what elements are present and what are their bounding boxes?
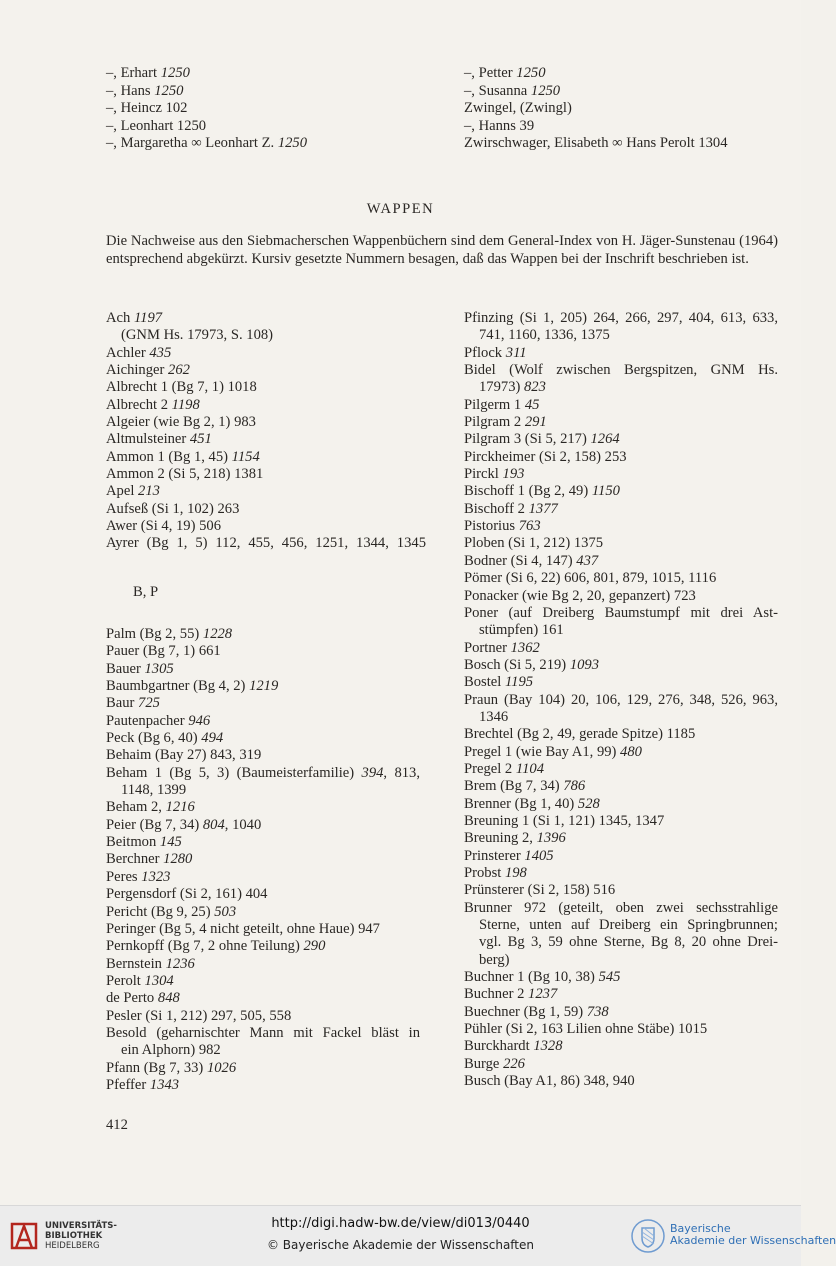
entry-text: Pühler (Si 2, 163 Lilien ohne Stäbe) 1015	[464, 1021, 708, 1038]
inscription-number-italic: 1195	[504, 674, 534, 691]
index-entry	[464, 848, 778, 865]
entry-text: Pergensdorf (Si 2, 161) 404	[106, 886, 268, 903]
entry-text: Pautenpacher	[106, 712, 189, 729]
entry-text: Pilgerm 1	[464, 396, 525, 413]
entry-text: Pilgram 3 (Si 5, 217)	[464, 431, 591, 448]
inscription-number-italic: 45	[524, 396, 540, 413]
index-entry	[106, 886, 420, 903]
index-entry	[106, 83, 307, 101]
index-entry	[106, 327, 426, 344]
entry-text: Poner (auf Dreiberg Baumstumpf mit drei Ast-	[464, 604, 778, 621]
index-entry	[106, 851, 420, 868]
entry-text: Beitmon	[106, 834, 160, 851]
inscription-number-italic: 1198	[171, 396, 200, 413]
inscription-number-italic: 290	[303, 938, 326, 955]
inscription-number-italic: 1237	[528, 986, 558, 1003]
left-column-b	[106, 626, 420, 1094]
index-entry	[464, 310, 778, 327]
entry-text: Albrecht 1 (Bg 7, 1) 1018	[106, 379, 257, 396]
entry-text: 1148, 1399	[121, 782, 187, 799]
index-entry	[106, 483, 426, 500]
entry-text: Prinsterer	[464, 847, 525, 864]
inscription-number-italic: 213	[138, 483, 160, 500]
inscription-number-italic: 1304	[144, 972, 174, 989]
index-entry	[106, 414, 426, 431]
index-entry	[106, 643, 420, 660]
index-entry	[106, 379, 426, 396]
entry-text: Pirckheimer (Si 2, 158) 253	[464, 448, 627, 465]
inscription-number-italic: 1343	[149, 1076, 180, 1093]
entry-text: –, Heincz 102	[106, 100, 188, 117]
entry-text: de Perto	[106, 990, 158, 1007]
inscription-number-italic: 193	[502, 466, 525, 483]
entry-text: Pericht (Bg 9, 25)	[106, 903, 215, 920]
entry-text: Peres	[106, 868, 142, 885]
index-entry	[106, 678, 420, 695]
index-entry	[464, 501, 778, 518]
index-entry	[106, 1077, 420, 1094]
index-entry	[464, 535, 778, 552]
inscription-number-italic: 545	[598, 969, 621, 986]
entry-text: Praun (Bay 104) 20, 106, 129, 276, 348, 526, 963,	[464, 691, 778, 708]
index-entry	[464, 379, 778, 396]
index-entry	[464, 865, 778, 882]
entry-text: Algeier (wie Bg 2, 1) 983	[106, 414, 256, 431]
entry-text: ein Alphorn) 982	[121, 1042, 221, 1059]
entry-text: berg)	[479, 951, 510, 968]
inscription-number-italic: 394	[361, 764, 384, 781]
entry-text: Buchner 2	[464, 986, 529, 1003]
inscription-number-italic: 1228	[202, 626, 233, 642]
entry-text: Pernkopff (Bg 7, 2 ohne Teilung)	[106, 938, 304, 955]
entry-text: –, Hanns 39	[464, 117, 535, 134]
index-entry	[464, 726, 778, 743]
inscription-number-italic: 1405	[524, 847, 554, 864]
entry-text: Bischoff 1 (Bg 2, 49)	[464, 483, 592, 500]
entry-text: 17973)	[479, 379, 524, 396]
entry-text: Peier (Bg 7, 34)	[106, 816, 203, 833]
academy-line-2: Akademie der Wissenschaften	[670, 1234, 836, 1247]
intro-text: Die Nachweise aus den Siebmacherschen Wappenbüchern sind dem General-Index von H. Jäger-Sunstenau (1964) entsprechend abgekürzt. Kursiv gesetzte Nummern besagen, daß das Wappen bei der Inschrift beschrieben ist.	[106, 233, 778, 268]
inscription-number-italic: 480	[620, 743, 642, 760]
index-entry	[464, 1056, 778, 1073]
entry-text: Pömer (Si 6, 22) 606, 801, 879, 1015, 1116	[464, 570, 717, 587]
entry-text: –, Leonhart 1250	[106, 117, 207, 134]
entry-text: Aichinger	[106, 362, 169, 379]
index-entry	[464, 397, 778, 414]
entry-text: Ponacker (wie Bg 2, 20, gepanzert) 723	[464, 587, 696, 604]
inscription-number-italic: 1219	[249, 678, 279, 695]
entry-text: –, Hans	[106, 82, 155, 99]
entry-text: Pauer (Bg 7, 1) 661	[106, 643, 221, 660]
index-entry	[106, 765, 420, 782]
index-entry	[106, 501, 426, 518]
inscription-number-italic: 437	[576, 552, 599, 569]
inscription-number-italic: 946	[188, 712, 211, 729]
index-entry	[464, 570, 778, 587]
entry-text: Breuning 1 (Si 1, 121) 1345, 1347	[464, 812, 665, 829]
index-entry	[464, 1073, 778, 1090]
index-entry	[464, 83, 728, 101]
inscription-number-italic: 311	[505, 344, 527, 361]
index-entry	[464, 882, 778, 899]
inscription-number-italic: 786	[563, 778, 586, 795]
academy-name	[670, 1223, 836, 1247]
entry-text: Ach	[106, 310, 134, 326]
entry-text: (GNM Hs. 17973, S. 108)	[121, 327, 274, 344]
inscription-number-italic: 1236	[165, 955, 195, 972]
index-entry	[106, 869, 420, 886]
entry-text: Ayrer (Bg 1, 5) 112, 455, 456, 1251, 1344, 1345	[106, 535, 426, 552]
inscription-number-italic: 1250	[154, 82, 184, 99]
left-column-a	[106, 310, 426, 553]
index-entry	[106, 799, 420, 816]
entry-text: Perolt	[106, 972, 145, 989]
entry-text: Bidel (Wolf zwischen Bergspitzen, GNM Hs.	[464, 362, 778, 379]
entry-text: Bostel	[464, 674, 505, 691]
index-entry	[464, 327, 778, 344]
index-entry	[106, 1025, 420, 1042]
inscription-number-italic: 198	[504, 865, 527, 881]
index-entry	[106, 990, 420, 1007]
entry-text: Pfeffer	[106, 1076, 150, 1093]
index-entry	[106, 817, 420, 834]
index-entry	[464, 986, 778, 1003]
index-entry	[464, 761, 778, 778]
index-entry	[464, 952, 778, 969]
index-entry	[464, 518, 778, 535]
index-entry	[106, 782, 420, 799]
inscription-number-italic: 1250	[277, 135, 308, 152]
entry-text: Pirckl	[464, 466, 503, 483]
index-entry	[464, 813, 778, 830]
index-entry	[464, 362, 778, 379]
page-number: 412	[106, 1117, 128, 1133]
index-entry	[464, 778, 778, 795]
entry-text: Pistorius	[464, 518, 519, 535]
entry-text: –, Susanna	[464, 82, 531, 99]
entry-text: Brechtel (Bg 2, 49, gerade Spitze) 1185	[464, 726, 696, 743]
index-entry	[464, 135, 728, 153]
inscription-number-italic: 291	[524, 414, 547, 431]
source-url-link[interactable]: http://digi.hadw-bw.de/view/di013/0440	[271, 1216, 530, 1231]
library-line-2: BIBLIOTHEK	[45, 1231, 103, 1241]
entry-text: Zwingel, (Zwingl)	[464, 100, 572, 117]
inscription-number-italic: 738	[586, 1003, 609, 1020]
entry-text: Bernstein	[106, 955, 166, 972]
copyright-notice: © Bayerische Akademie der Wissenschaften	[266, 1238, 535, 1252]
index-entry	[106, 310, 426, 327]
entry-text: Altmulsteiner	[106, 431, 190, 448]
index-entry	[106, 535, 426, 552]
index-entry	[106, 362, 426, 379]
subheading: B, P	[133, 584, 159, 600]
inscription-number-italic: 528	[577, 795, 600, 812]
entry-text: Burge	[464, 1055, 504, 1072]
index-entry	[464, 622, 778, 639]
index-entry	[464, 744, 778, 761]
entry-text: , 813,	[383, 764, 421, 781]
entry-text: Bosch (Si 5, 219)	[464, 656, 570, 673]
inscription-number-italic: 1362	[510, 639, 540, 656]
index-entry	[464, 553, 778, 570]
inscription-number-italic: 1026	[206, 1059, 237, 1076]
entry-text: Pesler (Si 1, 212) 297, 505, 558	[106, 1007, 292, 1024]
inscription-number-italic: 848	[157, 990, 180, 1007]
academy-line-1: Bayerische	[670, 1222, 731, 1235]
index-entry	[106, 747, 420, 764]
index-entry	[464, 640, 778, 657]
entry-text: Baur	[106, 695, 139, 712]
index-entry	[106, 431, 426, 448]
inscription-number-italic: 1154	[231, 448, 260, 465]
index-entry	[464, 345, 778, 362]
index-entry	[464, 1038, 778, 1055]
entry-text: –, Petter	[464, 65, 517, 81]
index-entry	[106, 1008, 420, 1025]
entry-text: Buechner (Bg 1, 59)	[464, 1003, 587, 1020]
index-entry	[106, 973, 420, 990]
entry-text: Beham 2,	[106, 799, 166, 816]
entry-text: vgl. Bg 3, 59 ohne Sterne, Bg 8, 20 ohne Drei-	[479, 934, 778, 951]
index-entry	[464, 466, 778, 483]
index-entry	[464, 483, 778, 500]
entry-text: Pfann (Bg 7, 33)	[106, 1059, 207, 1076]
entry-text: 741, 1160, 1336, 1375	[479, 327, 610, 344]
entry-text: Busch (Bay A1, 86) 348, 940	[464, 1073, 635, 1090]
index-entry	[464, 674, 778, 691]
index-entry	[106, 466, 426, 483]
index-entry	[464, 657, 778, 674]
entry-text: –, Erhart	[106, 65, 161, 81]
index-entry	[106, 904, 420, 921]
index-entry	[464, 709, 778, 726]
inscription-number-italic: 823	[524, 379, 546, 396]
index-entry	[464, 692, 778, 709]
entry-text: Bischoff 2	[464, 500, 529, 517]
index-entry	[464, 1004, 778, 1021]
index-entry	[464, 917, 778, 934]
entry-text: Breuning 2,	[464, 830, 537, 847]
inscription-number-italic: 1396	[536, 830, 566, 847]
entry-text: Bodner (Si 4, 147)	[464, 552, 577, 569]
entry-text: Peringer (Bg 5, 4 nicht geteilt, ohne Haue) 947	[106, 920, 380, 937]
top-left-entries	[106, 65, 307, 153]
inscription-number-italic: 145	[159, 834, 182, 851]
entry-text: 1346	[479, 708, 509, 725]
entry-text: Besold (geharnischter Mann mit Fackel bläst in	[106, 1024, 420, 1041]
inscription-number-italic: 1250	[160, 65, 190, 81]
index-entry	[464, 449, 778, 466]
inscription-number-italic: 1250	[516, 65, 546, 81]
index-entry	[464, 588, 778, 605]
inscription-number-italic: 1305	[144, 660, 174, 677]
section-heading: WAPPEN	[366, 201, 435, 217]
entry-text: Probst	[464, 865, 505, 881]
entry-text: Peck (Bg 6, 40)	[106, 730, 202, 747]
entry-text: Sterne, unten auf Dreiberg ein Springbrunnen;	[479, 917, 778, 934]
inscription-number-italic: 1280	[163, 851, 193, 868]
entry-text: Ploben (Si 1, 212) 1375	[464, 535, 604, 552]
index-entry	[106, 135, 307, 153]
index-entry	[464, 934, 778, 951]
entry-text: Awer (Si 4, 19) 506	[106, 518, 221, 535]
entry-text: Ammon 1 (Bg 1, 45)	[106, 448, 232, 465]
entry-text: Albrecht 2	[106, 396, 172, 413]
index-entry	[464, 65, 728, 83]
index-entry	[464, 118, 728, 136]
index-entry	[106, 65, 307, 83]
index-entry	[464, 414, 778, 431]
inscription-number-italic: 725	[138, 695, 160, 712]
inscription-number-italic: 1150	[591, 483, 620, 500]
entry-text: Burckhardt	[464, 1038, 534, 1055]
inscription-number-italic: 1216	[165, 799, 195, 816]
index-entry	[106, 626, 420, 643]
index-entry	[464, 100, 728, 118]
inscription-number-italic: 763	[518, 518, 541, 535]
entry-text: Apel	[106, 483, 139, 500]
index-entry	[464, 830, 778, 847]
library-line-3: HEIDELBERG	[45, 1241, 100, 1251]
entry-text: Pilgram 2	[464, 414, 525, 431]
entry-text: Pregel 1 (wie Bay A1, 99)	[464, 743, 621, 760]
inscription-number-italic: 1104	[515, 760, 544, 777]
inscription-number-italic: 1264	[590, 431, 620, 448]
index-entry	[106, 695, 420, 712]
inscription-number-italic: 1093	[569, 656, 599, 673]
index-entry	[464, 431, 778, 448]
inscription-number-italic: 1323	[141, 868, 171, 885]
entry-text: Pfinzing (Si 1, 205) 264, 266, 297, 404, 613, 633,	[464, 310, 778, 326]
entry-text: Ammon 2 (Si 5, 218) 1381	[106, 466, 264, 483]
index-entry	[106, 100, 307, 118]
entry-text: Berchner	[106, 851, 164, 868]
inscription-number-italic: 435	[149, 344, 172, 361]
entry-text: Portner	[464, 639, 511, 656]
entry-text: Pflock	[464, 344, 506, 361]
entry-text: Zwirschwager, Elisabeth ∞ Hans Perolt 1304	[464, 135, 728, 152]
index-entry	[106, 921, 420, 938]
index-entry	[106, 938, 420, 955]
index-entry	[464, 796, 778, 813]
index-entry	[464, 1021, 778, 1038]
entry-text: Beham 1 (Bg 5, 3) (Baumeisterfamilie)	[106, 764, 362, 781]
entry-text: –, Margaretha ∞ Leonhart Z.	[106, 135, 278, 152]
inscription-number-italic: 1328	[533, 1038, 563, 1055]
index-entry	[106, 1042, 420, 1059]
entry-text: Brunner 972 (geteilt, oben zwei sechsstrahlige	[464, 899, 778, 916]
entry-text: Palm (Bg 2, 55)	[106, 626, 203, 642]
inscription-number-italic: 226	[503, 1055, 525, 1072]
index-entry	[464, 605, 778, 622]
index-entry	[106, 713, 420, 730]
inscription-number-italic: 1377	[528, 500, 558, 517]
entry-text: Behaim (Bay 27) 843, 319	[106, 747, 262, 764]
entry-text: Achler	[106, 344, 150, 361]
entry-text: Prünsterer (Si 2, 158) 516	[464, 882, 616, 899]
entry-text: Bauer	[106, 660, 145, 677]
entry-text: , 1040	[224, 816, 262, 833]
index-entry	[106, 661, 420, 678]
inscription-number-italic: 1250	[530, 82, 561, 99]
entry-text: Aufseß (Si 1, 102) 263	[106, 500, 240, 517]
right-column	[464, 310, 778, 1090]
index-entry	[106, 449, 426, 466]
inscription-number-italic: 262	[168, 362, 190, 379]
inscription-number-italic: 451	[189, 431, 212, 448]
index-entry	[106, 956, 420, 973]
inscription-number-italic: 804	[202, 816, 225, 833]
index-entry	[106, 1060, 420, 1077]
index-entry	[106, 518, 426, 535]
index-entry	[106, 118, 307, 136]
inscription-number-italic: 494	[201, 730, 224, 747]
entry-text: stümpfen) 161	[479, 622, 564, 639]
index-entry	[464, 900, 778, 917]
index-entry	[464, 969, 778, 986]
top-right-entries	[464, 65, 728, 153]
library-line-1: UNIVERSITÄTS-	[45, 1221, 117, 1231]
footer-bar	[0, 1205, 836, 1266]
index-entry	[106, 730, 420, 747]
intro-paragraph	[106, 232, 778, 268]
academy-crest-icon	[630, 1218, 666, 1254]
entry-text: Brenner (Bg 1, 40)	[464, 795, 578, 812]
inscription-number-italic: 1197	[133, 310, 163, 326]
entry-text: Baumbgartner (Bg 4, 2)	[106, 678, 250, 695]
index-entry	[106, 345, 426, 362]
index-entry	[106, 834, 420, 851]
inscription-number-italic: 503	[214, 903, 237, 920]
entry-text: Pregel 2	[464, 760, 516, 777]
entry-text: Brem (Bg 7, 34)	[464, 778, 564, 795]
entry-text: Buchner 1 (Bg 10, 38)	[464, 969, 599, 986]
index-entry	[106, 397, 426, 414]
